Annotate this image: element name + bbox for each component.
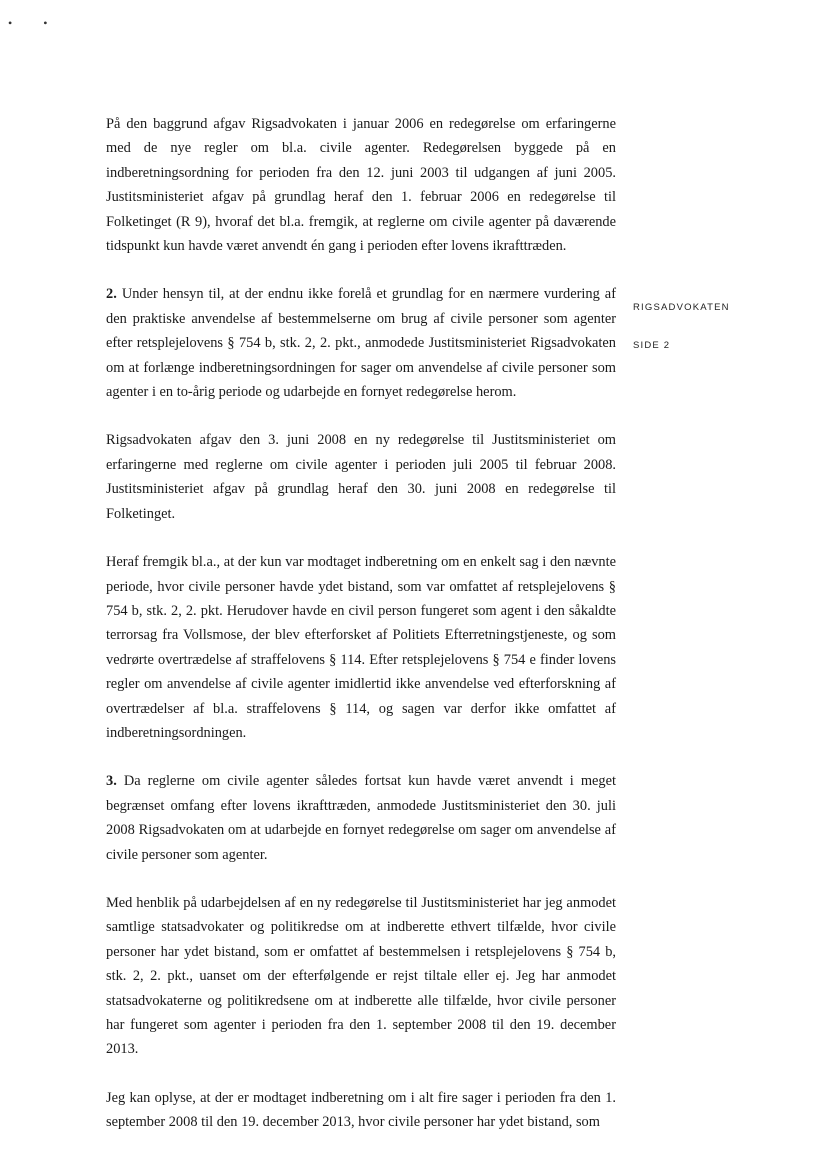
body-text: [106, 112, 616, 1159]
paragraph-text: Da reglerne om civile agenter således fortsat kun havde været anvendt i meget begrænset omfang efter lovens ikrafttræden, anmodede Justitsministeriet den 30. juli 2008 Rigsadvokaten om at udarbejde en fornyet redegørelse om sager om anvendelse af civile personer som agenter.: [106, 773, 617, 863]
sidebar-page-number: SIDE 2: [633, 340, 671, 351]
section-number: 2.: [106, 286, 117, 303]
paragraph-6: [106, 891, 616, 1062]
paragraph-text: Jeg kan oplyse, at der er modtaget indberetning om i alt fire sager i perioden fra den 1. september 2008 til den 19. december 2013, hvor civile personer har ydet bistand, som: [106, 1089, 616, 1131]
paragraph-4: [106, 550, 616, 745]
paragraph-3: [106, 428, 616, 526]
section-number: 3.: [106, 773, 117, 790]
paragraph-7: [106, 1086, 616, 1135]
paragraph-1: [106, 112, 616, 258]
sidebar-organization: RIGSADVOKATEN: [633, 302, 730, 313]
paragraph-text: Heraf fremgik bl.a., at der kun var modtaget indberetning om en enkelt sag i den nævnte periode, hvor civile personer havde ydet bistand, som var omfattet af retsplejelovens § 754 b, stk. 2, 2. pkt. Herudover havde en civil person fungeret som agent i den såkaldte terrorsag fra Vollsmose, der blev efterforsket af Politiets Efterretningstjeneste, og som vedrørte overtrædelse af straffelovens § 114. Efter retsplejelovens § 754 e finder lovens regler om anvendelse af civile agenter imidlertid ikke anvendelse ved efterforskning af overtrædelser af bl.a. straffelovens § 114, og sagen var derfor ikke omfattet af indberetningsordningen.: [106, 554, 616, 741]
paragraph-2: [106, 282, 616, 404]
corner-marks: • •: [8, 16, 62, 30]
paragraph-text: Under hensyn til, at der endnu ikke forelå et grundlag for en nærmere vurdering af den praktiske anvendelse af bestemmelserne om brug af civile personer som agenter efter retsplejelovens § 754 b, stk. 2, 2. pkt., anmodede Justitsministeriet Rigsadvokaten om at forlænge indberetningsordningen for sager om anvendelse af civile personer som agenter i en to-årig periode og udarbejde en fornyet redegørelse herom.: [106, 286, 616, 401]
paragraph-5: [106, 769, 616, 867]
paragraph-text: På den baggrund afgav Rigsadvokaten i januar 2006 en redegørelse om erfaringerne med de nye regler om bl.a. civile agenter. Redegørelsen byggede på en indberetningsordning for perioden fra den 12. juni 2003 til udgangen af juni 2005. Justitsministeriet afgav på grundlag heraf den 1. februar 2006 en redegørelse til Folketinget (R 9), hvoraf det bl.a. fremgik, at reglerne om civile agenter på daværende tidspunkt kun havde været anvendt én gang i perioden efter lovens ikrafttræden.: [106, 116, 616, 255]
paragraph-text: Rigsadvokaten afgav den 3. juni 2008 en ny redegørelse til Justitsministeriet om erfaringerne med reglerne om civile agenter i perioden juli 2005 til februar 2008. Justitsministeriet afgav på grundlag heraf den 30. juni 2008 en redegørelse til Folketinget.: [106, 432, 616, 522]
paragraph-text: Med henblik på udarbejdelsen af en ny redegørelse til Justitsministeriet har jeg anmodet samtlige statsadvokater og politikredse om at indberette ethvert tilfælde, hvor civile personer har ydet bistand, som er omfattet af bestemmelsen i retsplejelovens § 754 b, stk. 2, 2. pkt., uanset om der efterfølgende er rejst tiltale eller ej. Jeg har anmodet statsadvokaterne og politikredsene om at indberette alle tilfælde, hvor civile personer har fungeret som agenter i perioden fra den 1. september 2008 til den 19. december 2013.: [106, 894, 616, 1058]
